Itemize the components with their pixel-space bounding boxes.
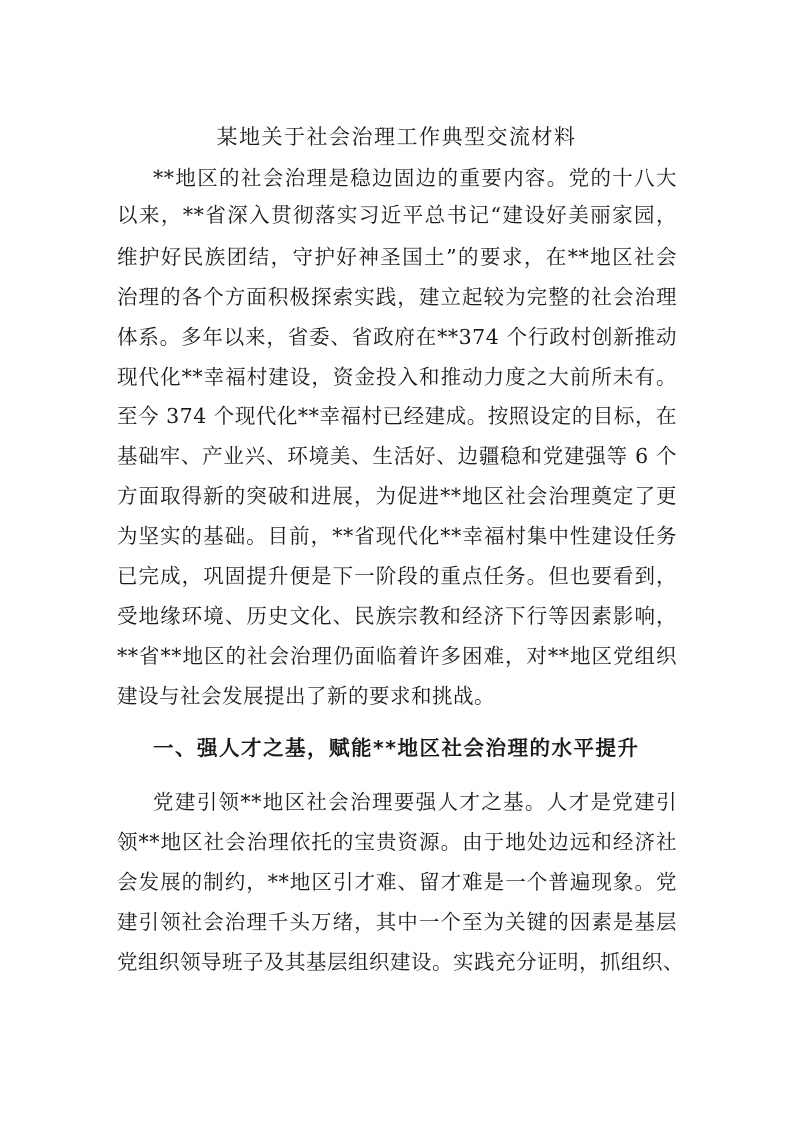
paragraph-line: 建设与社会发展提出了新的要求和挑战。 bbox=[117, 684, 495, 708]
paragraph-line: 党组织领导班子及其基层组织建设。实践充分证明，抓组织、 bbox=[117, 950, 684, 974]
paragraph-line: 会发展的制约，**地区引才难、留才难是一个普遍现象。党 bbox=[117, 870, 677, 894]
document-title: 某地关于社会治理工作典型交流材料 bbox=[216, 125, 577, 149]
paragraph-line: 现代化**幸福村建设，资金投入和推动力度之大前所未有。 bbox=[117, 365, 677, 389]
paragraph-line: **省**地区的社会治理仍面临着许多困难，对**地区党组织 bbox=[117, 644, 677, 668]
paragraph-line: 以来，**省深入贯彻落实习近平总书记“建设好美丽家园， bbox=[117, 203, 677, 227]
paragraph-line: 受地缘环境、历史文化、民族宗教和经济下行等因素影响， bbox=[117, 604, 677, 628]
paragraph-line: 维护好民族团结，守护好神圣国土”的要求，在**地区社会 bbox=[117, 245, 677, 269]
paragraph-line: 基础牢、产业兴、环境美、生活好、边疆稳和党建强等 6 个 bbox=[117, 444, 677, 468]
paragraph-line: 方面取得新的突破和进展，为促进**地区社会治理奠定了更 bbox=[117, 484, 677, 508]
paragraph-line: 为坚实的基础。目前，**省现代化**幸福村集中性建设任务 bbox=[117, 524, 677, 548]
section-heading: 一、强人才之基，赋能**地区社会治理的水平提升 bbox=[153, 736, 640, 760]
paragraph-line: 治理的各个方面积极探索实践，建立起较为完整的社会治理 bbox=[117, 285, 677, 309]
paragraph-line: 已完成，巩固提升便是下一阶段的重点任务。但也要看到， bbox=[117, 564, 677, 588]
paragraph-line: 建引领社会治理千头万绪，其中一个至为关键的因素是基层 bbox=[117, 910, 677, 934]
paragraph-line: 党建引领**地区社会治理要强人才之基。人才是党建引 bbox=[153, 790, 677, 814]
paragraph-line: 至今 374 个现代化**幸福村已经建成。按照设定的目标，在 bbox=[117, 404, 677, 428]
paragraph-line: **地区的社会治理是稳边固边的重要内容。党的十八大 bbox=[153, 166, 677, 190]
paragraph-line: 体系。多年以来，省委、省政府在**374 个行政村创新推动 bbox=[117, 325, 677, 349]
paragraph-line: 领**地区社会治理依托的宝贵资源。由于地处边远和经济社 bbox=[117, 830, 677, 854]
